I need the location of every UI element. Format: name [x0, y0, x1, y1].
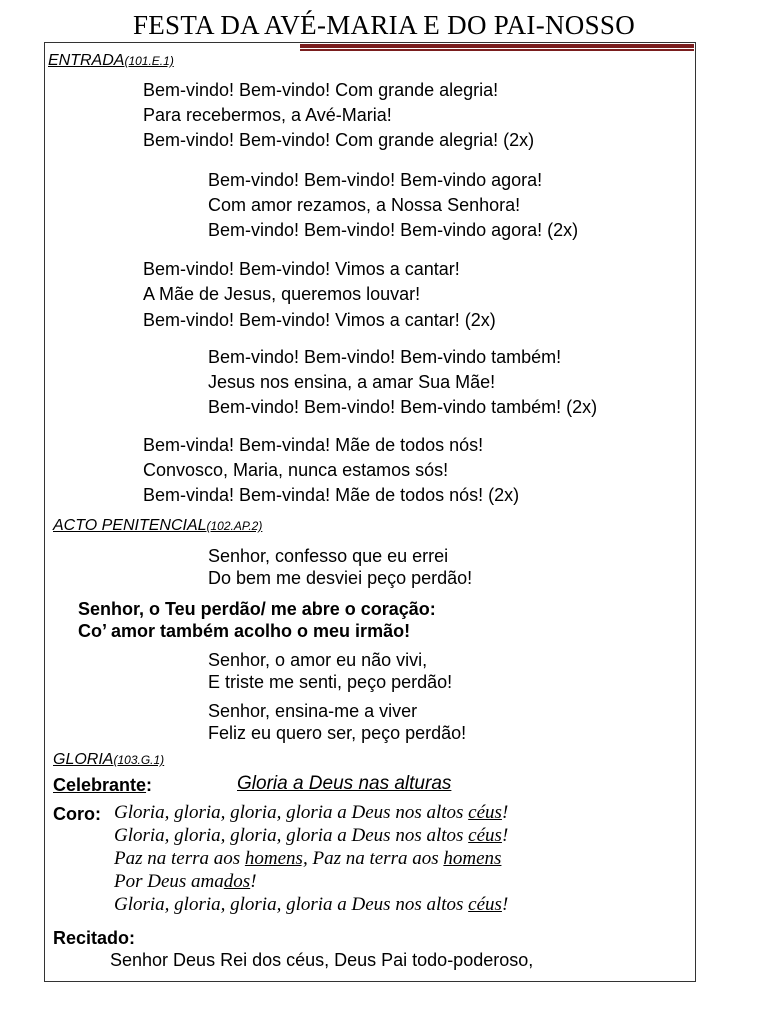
coro-text: Paz na terra aos	[307, 848, 444, 869]
section-code: (103.G.1)	[113, 753, 165, 767]
coro-line	[114, 848, 501, 870]
coro-text: céus	[468, 825, 502, 846]
section-gloria-heading	[53, 751, 164, 769]
lyric-line: Bem-vindo! Bem-vindo! Com grande alegria!	[143, 80, 499, 100]
lyric-line: Bem-vindo! Bem-vindo! Vimos a cantar!	[143, 259, 460, 279]
refrain-line: Co’ amor também acolho o meu irmão!	[78, 621, 411, 641]
recitado-label: Recitado:	[53, 928, 136, 948]
lyric-line: Bem-vindo! Bem-vindo! Vimos a cantar! (2x)	[143, 310, 496, 330]
section-entrada-heading	[48, 52, 174, 70]
section-label: ENTRADA	[48, 52, 125, 69]
section-label: GLORIA	[53, 751, 114, 768]
celebrante-label-text: Celebrante	[53, 775, 147, 795]
lyric-line: Para recebermos, a Avé-Maria!	[143, 105, 392, 125]
coro-line	[114, 871, 257, 893]
lyric-line: Bem-vinda! Bem-vinda! Mãe de todos nós! (2x)	[143, 485, 520, 505]
refrain-line: Senhor, o Teu perdão/ me abre o coração:	[78, 599, 436, 619]
lyric-line: Bem-vindo! Bem-vindo! Bem-vindo também!	[208, 347, 562, 367]
lyric-line: Feliz eu quero ser, peço perdão!	[208, 723, 467, 743]
celebrante-colon: :	[146, 775, 153, 795]
lyric-line: Bem-vindo! Bem-vindo! Bem-vindo agora! (2x)	[208, 220, 579, 240]
coro-text: Paz na terra aos	[114, 848, 245, 869]
coro-text: Gloria, gloria, gloria, gloria a Deus nos altos	[114, 802, 469, 823]
coro-line	[114, 894, 508, 916]
recitado-text: Senhor Deus Rei dos céus, Deus Pai todo-poderoso,	[110, 950, 534, 970]
coro-text: homens	[443, 848, 502, 869]
lyric-line: Senhor, o amor eu não vivi,	[208, 650, 428, 670]
coro-text: Por Deus ama	[114, 871, 224, 892]
lyric-line: Convosco, Maria, nunca estamos sós!	[143, 460, 449, 480]
coro-text: homens,	[244, 848, 308, 869]
coro-text: céus	[468, 894, 502, 915]
coro-label: Coro:	[53, 804, 101, 824]
coro-text: !	[501, 894, 509, 915]
coro-text: Gloria, gloria, gloria, gloria a Deus nos altos	[114, 894, 469, 915]
lyric-line: Bem-vindo! Bem-vindo! Com grande alegria! (2x)	[143, 130, 535, 150]
page-title: FESTA DA AVÉ-MARIA E DO PAI-NOSSO	[132, 10, 636, 40]
celebrante-text: Gloria a Deus nas alturas	[237, 773, 452, 794]
lyric-line: Bem-vindo! Bem-vindo! Bem-vindo também! (2x)	[208, 397, 598, 417]
lyric-line: A Mãe de Jesus, queremos louvar!	[143, 284, 421, 304]
lyric-line: Bem-vindo! Bem-vindo! Bem-vindo agora!	[208, 170, 543, 190]
lyric-line: E triste me senti, peço perdão!	[208, 672, 453, 692]
coro-text: dos	[223, 871, 251, 892]
coro-text: !	[501, 825, 509, 846]
coro-line	[114, 802, 508, 824]
coro-text: !	[250, 871, 257, 892]
section-code: (102.AP.2)	[206, 519, 263, 533]
lyric-line: Do bem me desviei peço perdão!	[208, 568, 473, 588]
lyric-line: Senhor, confesso que eu errei	[208, 546, 449, 566]
coro-text: céus	[468, 802, 502, 823]
coro-text: Gloria, gloria, gloria, gloria a Deus nos altos	[114, 825, 469, 846]
lyric-line: Bem-vinda! Bem-vinda! Mãe de todos nós!	[143, 435, 484, 455]
coro-text: !	[501, 802, 509, 823]
section-label: ACTO PENITENCIAL	[53, 517, 207, 534]
lyric-line: Jesus nos ensina, a amar Sua Mãe!	[208, 372, 496, 392]
coro-line	[114, 825, 508, 847]
section-code: (101.E.1)	[124, 54, 174, 68]
lyric-line: Senhor, ensina-me a viver	[208, 701, 418, 721]
section-acto-heading	[53, 517, 262, 535]
lyric-line: Com amor rezamos, a Nossa Senhora!	[208, 195, 521, 215]
celebrante-label	[53, 774, 152, 796]
